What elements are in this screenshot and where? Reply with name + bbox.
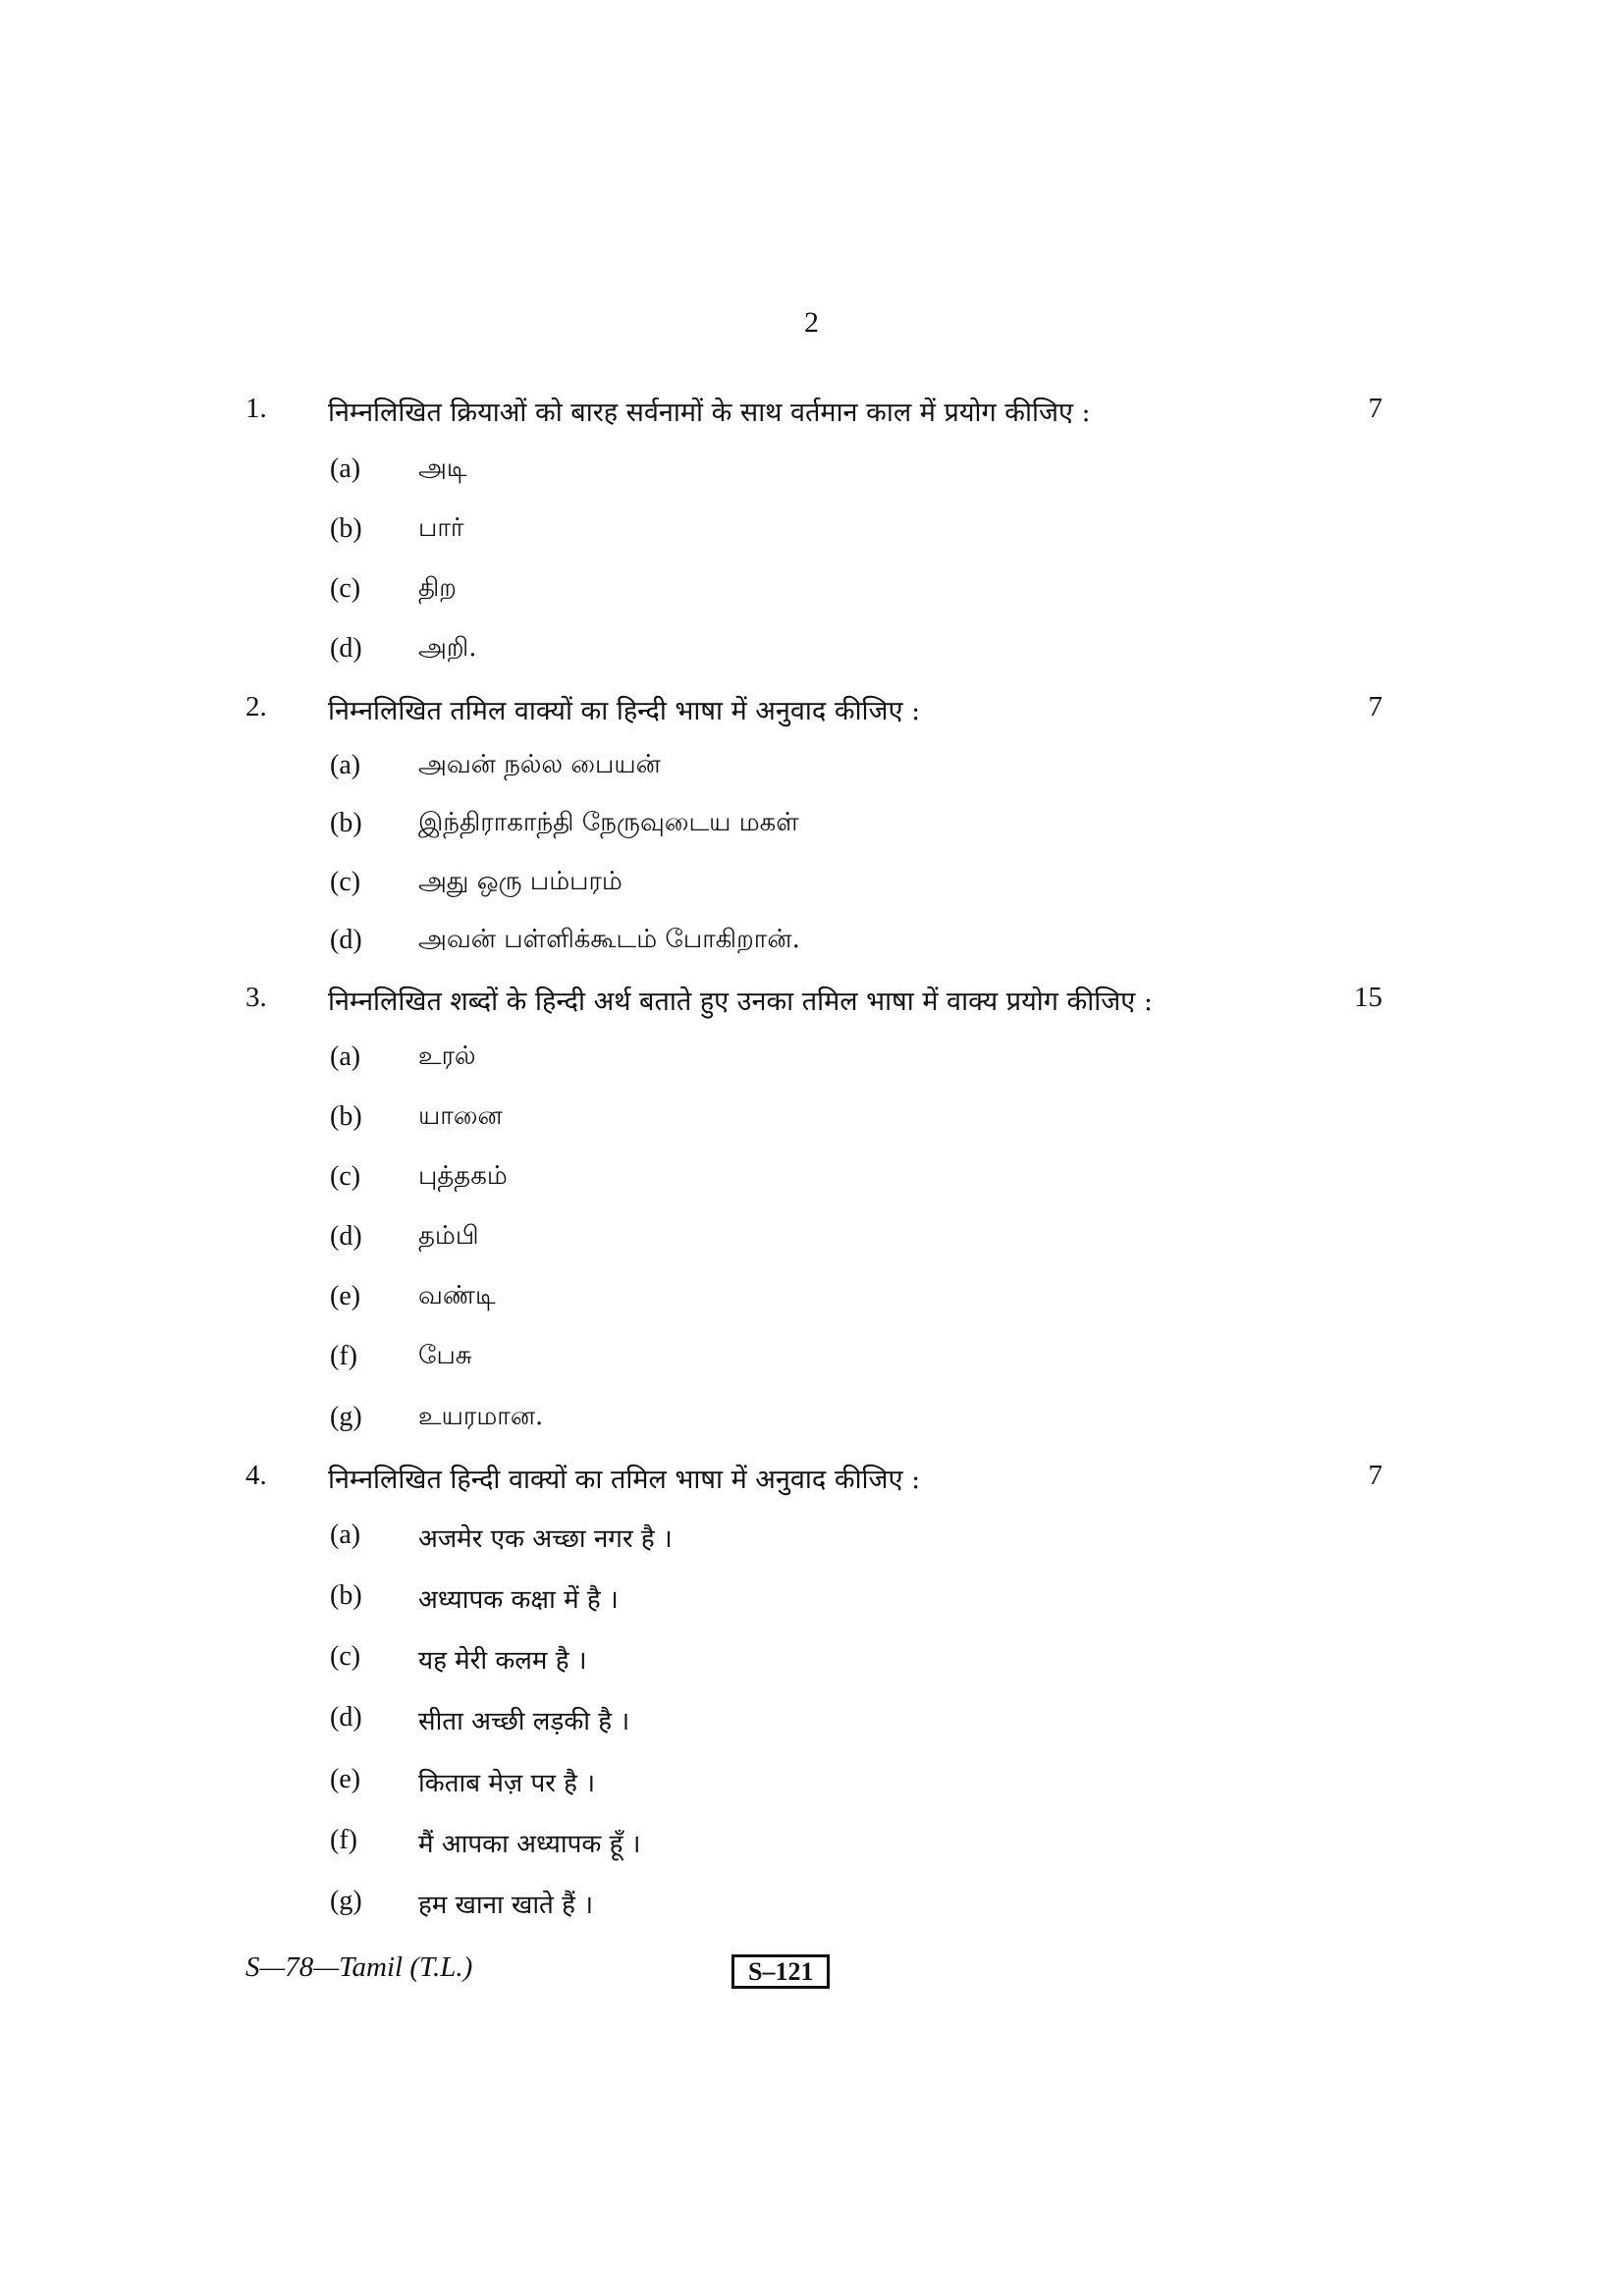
list-item: [0, 1281, 1623, 1320]
item-text: अजमेर एक अच्छा नगर है ।: [418, 1524, 673, 1554]
list-item: [0, 513, 1623, 553]
item-letter: (c): [330, 1161, 361, 1192]
list-item: [0, 1341, 1623, 1380]
series-code-box: S–121: [731, 1954, 830, 1989]
list-item: [0, 454, 1623, 493]
question-marks: 7: [1368, 393, 1382, 424]
item-text: திற: [418, 573, 457, 603]
list-item: [0, 1402, 1623, 1441]
question-4: [0, 1460, 1623, 1499]
item-letter: (f): [330, 1341, 357, 1371]
list-item: [0, 1520, 1623, 1559]
item-text: இந்திராகாந்தி நேருவுடைய மகள்: [418, 808, 799, 837]
item-text: हम खाना खाते हैं ।: [418, 1891, 594, 1920]
item-letter: (a): [330, 1041, 361, 1072]
item-letter: (f): [330, 1825, 357, 1855]
item-letter: (a): [330, 750, 361, 780]
item-letter: (e): [330, 1764, 361, 1794]
item-text: அவன் பள்ளிக்கூடம் போகிறான்.: [418, 925, 800, 954]
question-text: निम्नलिखित हिन्दी वाक्यों का तमिल भाषा में अनुवाद कीजिए :: [328, 1465, 921, 1495]
item-text: अध्यापक कक्षा में है ।: [418, 1585, 619, 1615]
item-text: அறி.: [418, 633, 477, 663]
item-letter: (a): [330, 454, 361, 484]
question-marks: 7: [1368, 1460, 1382, 1491]
list-item: [0, 1825, 1623, 1864]
question-2: [0, 691, 1623, 730]
item-letter: (c): [330, 573, 361, 604]
question-3: [0, 982, 1623, 1021]
item-text: உயரமான.: [418, 1402, 544, 1431]
item-letter: (d): [330, 633, 362, 664]
list-item: [0, 1041, 1623, 1081]
list-item: [0, 925, 1623, 964]
list-item: [0, 1101, 1623, 1141]
item-text: புத்தகம்: [418, 1161, 508, 1191]
question-marks: 15: [1354, 982, 1382, 1013]
item-text: உரல்: [418, 1041, 476, 1071]
item-text: அது ஒரு பம்பரம்: [418, 867, 622, 896]
item-text: यह मेरी कलम है ।: [418, 1646, 587, 1676]
item-text: தம்பி: [418, 1221, 479, 1251]
question-text: निम्नलिखित तमिल वाक्यों का हिन्दी भाषा में अनुवाद कीजिए :: [328, 696, 921, 726]
list-item: [0, 633, 1623, 672]
list-item: [0, 1161, 1623, 1201]
list-item: [0, 750, 1623, 789]
list-item: [0, 1221, 1623, 1260]
list-item: [0, 1580, 1623, 1620]
item-letter: (c): [330, 867, 361, 897]
item-letter: (g): [330, 1402, 362, 1432]
list-item: [0, 1886, 1623, 1925]
item-letter: (b): [330, 1101, 362, 1132]
item-letter: (d): [330, 925, 362, 955]
item-letter: (a): [330, 1520, 361, 1550]
list-item: [0, 1641, 1623, 1681]
list-item: [0, 573, 1623, 613]
item-letter: (d): [330, 1702, 362, 1733]
question-text: निम्नलिखित शब्दों के हिन्दी अर्थ बताते हुए उनका तमिल भाषा में वाक्य प्रयोग कीजिए :: [328, 987, 1153, 1017]
item-letter: (g): [330, 1886, 362, 1916]
list-item: [0, 1702, 1623, 1741]
item-text: பார்: [418, 513, 464, 543]
item-text: யானை: [418, 1101, 503, 1131]
item-letter: (e): [330, 1281, 361, 1311]
question-marks: 7: [1368, 691, 1382, 722]
question-number: 1.: [245, 393, 267, 424]
item-text: मैं आपका अध्यापक हूँ ।: [418, 1830, 641, 1859]
page-number: 2: [804, 306, 819, 339]
item-text: सीता अच्छी लड़की है ।: [418, 1707, 630, 1736]
question-number: 3.: [245, 982, 267, 1013]
item-text: பேசு: [418, 1341, 472, 1370]
list-item: [0, 808, 1623, 847]
question-number: 4.: [245, 1460, 267, 1491]
question-1: [0, 393, 1623, 432]
question-text: निम्नलिखित क्रियाओं को बारह सर्वनामों के साथ वर्तमान काल में प्रयोग कीजिए :: [328, 398, 1091, 428]
list-item: [0, 1764, 1623, 1803]
item-letter: (b): [330, 1580, 362, 1611]
item-letter: (d): [330, 1221, 362, 1252]
item-text: அடி: [418, 454, 467, 483]
item-letter: (b): [330, 513, 362, 544]
paper-code: S—78—Tamil (T.L.): [245, 1951, 473, 1983]
item-letter: (c): [330, 1641, 361, 1672]
item-text: किताब मेज़ पर है ।: [418, 1769, 596, 1798]
item-text: வண்டி: [418, 1281, 496, 1310]
list-item: [0, 867, 1623, 906]
question-number: 2.: [245, 691, 267, 722]
item-letter: (b): [330, 808, 362, 838]
item-text: அவன் நல்ல பையன்: [418, 750, 661, 779]
